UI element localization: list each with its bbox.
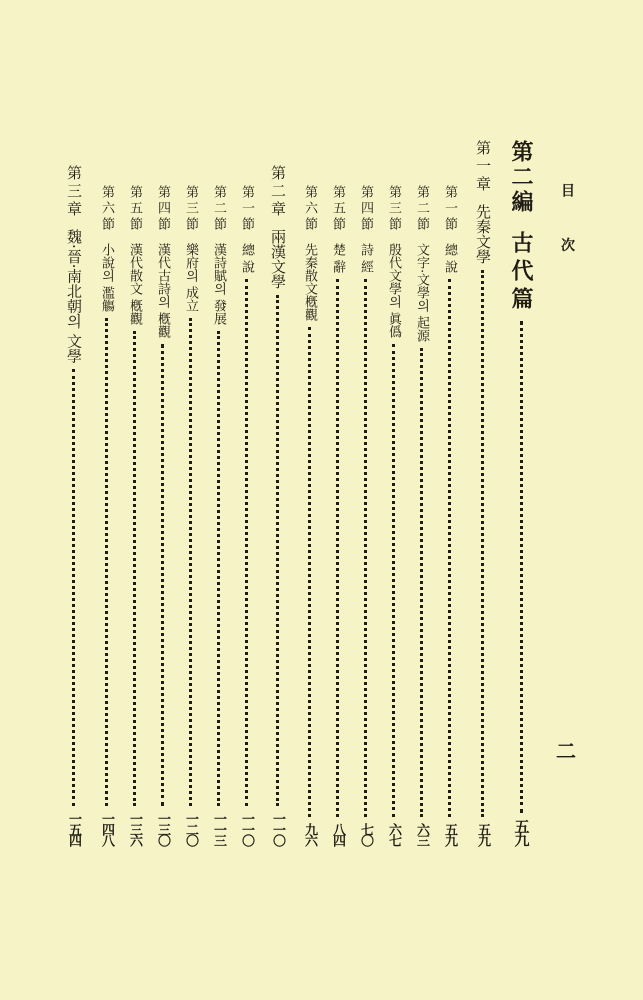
toc-entry-number: 第四節 xyxy=(155,185,170,233)
toc-entry-chapter-1[interactable] xyxy=(475,140,490,845)
toc-entry-page: 一三六 xyxy=(127,812,142,845)
toc-entry-page: 八四 xyxy=(330,823,345,845)
toc-entry-section[interactable] xyxy=(128,185,141,845)
leader-dots xyxy=(161,344,164,806)
toc-entry-number: 第一節 xyxy=(442,185,457,233)
toc-entry-page: 一四八 xyxy=(99,812,114,845)
toc-entry-page: 一三〇 xyxy=(155,812,170,845)
toc-entry-number: 第六節 xyxy=(99,185,114,233)
toc-entry-number: 第二節 xyxy=(414,185,429,233)
toc-entry-section[interactable] xyxy=(156,185,169,845)
toc-entry-section[interactable] xyxy=(303,185,316,845)
leader-dots xyxy=(189,318,192,806)
toc-entry-section[interactable] xyxy=(443,185,456,845)
toc-entry-section[interactable] xyxy=(240,185,253,845)
toc-entry-number: 第二節 xyxy=(211,185,226,233)
toc-entry-number: 第二編 xyxy=(508,140,534,215)
toc-entry-number: 第六節 xyxy=(302,185,317,233)
toc-entry-title: 詩 經 xyxy=(358,243,373,274)
toc-entry-number: 第一章 xyxy=(474,140,492,194)
toc-entry-page: 六七 xyxy=(386,823,401,845)
toc-entry-title: 先秦散文槪觀 xyxy=(302,243,317,321)
toc-entry-section[interactable] xyxy=(331,185,344,845)
toc-entry-page: 七〇 xyxy=(358,823,373,845)
toc-entry-title: 先秦文學 xyxy=(474,204,492,264)
toc-entry-title: 漢詩賦의 發展 xyxy=(211,243,226,326)
toc-entry-number: 第一節 xyxy=(239,185,254,233)
toc-entry-section[interactable] xyxy=(359,185,372,845)
leader-dots xyxy=(72,369,75,806)
toc-entry-page: 五九 xyxy=(475,823,490,845)
leader-dots xyxy=(276,295,279,806)
toc-entry-title: 文字·文學의 起源 xyxy=(414,243,429,343)
toc-entry-title: 殷代文學의 眞僞 xyxy=(386,243,401,339)
toc-entry-title: 總 說 xyxy=(239,243,254,274)
toc-entry-page: 一五四 xyxy=(66,812,81,845)
toc-entry-title: 小說의 濫觴 xyxy=(99,243,114,313)
toc-entry-page: 五九 xyxy=(442,823,457,845)
toc-entry-number: 第二章 xyxy=(269,165,287,219)
toc-entry-title: 古代篇 xyxy=(508,231,534,315)
toc-entry-title: 漢代古詩의 槪觀 xyxy=(155,243,170,339)
toc-entry-title: 漢代散文 槪觀 xyxy=(127,243,142,326)
leader-dots xyxy=(364,279,367,817)
toc-entry-section[interactable] xyxy=(184,185,197,845)
toc-entry-number: 第五節 xyxy=(127,185,142,233)
toc-entry-page: 一一三 xyxy=(211,812,226,845)
toc-entry-section[interactable] xyxy=(100,185,113,845)
toc-entry-page: 一一〇 xyxy=(239,812,254,845)
toc-entry-number: 第三節 xyxy=(386,185,401,233)
page-header-title: 目 次 xyxy=(559,183,575,270)
leader-dots xyxy=(520,321,523,813)
toc-entry-number: 第四節 xyxy=(358,185,373,233)
leader-dots xyxy=(245,279,248,806)
toc-entry-title: 兩漢文學 xyxy=(269,229,287,289)
leader-dots xyxy=(448,279,451,817)
toc-entry-title: 樂府의 成立 xyxy=(183,243,198,313)
leader-dots xyxy=(336,279,339,817)
toc-entry-title: 楚 辭 xyxy=(330,243,345,274)
toc-entry-title: 魏·晉·南北朝의 文學 xyxy=(65,229,83,364)
toc-entry-page: 一二〇 xyxy=(183,812,198,845)
toc-entry-chapter-2[interactable] xyxy=(270,165,285,845)
toc-entry-number: 第三節 xyxy=(183,185,198,233)
toc-entry-page: 六三 xyxy=(414,823,429,845)
leader-dots xyxy=(392,344,395,817)
toc-entry-section[interactable] xyxy=(212,185,225,845)
leader-dots xyxy=(308,327,311,817)
toc-entry-chapter-3[interactable] xyxy=(66,165,81,845)
leader-dots xyxy=(105,318,108,806)
toc-entry-section[interactable] xyxy=(415,185,428,845)
toc-entry-number: 第五節 xyxy=(330,185,345,233)
toc-entry-title: 總 說 xyxy=(442,243,457,274)
toc-entry-page: 五九 xyxy=(512,819,531,845)
leader-dots xyxy=(481,270,484,817)
toc-entry-page: 九六 xyxy=(302,823,317,845)
toc-entry-number: 第三章 xyxy=(65,165,83,219)
toc-entry-section[interactable] xyxy=(387,185,400,845)
leader-dots xyxy=(420,348,423,817)
toc-entry-page: 一一〇 xyxy=(270,812,285,845)
leader-dots xyxy=(133,331,136,806)
leader-dots xyxy=(217,331,220,806)
page-number: 二 xyxy=(556,739,576,763)
toc-entry-part-2[interactable] xyxy=(510,140,532,845)
